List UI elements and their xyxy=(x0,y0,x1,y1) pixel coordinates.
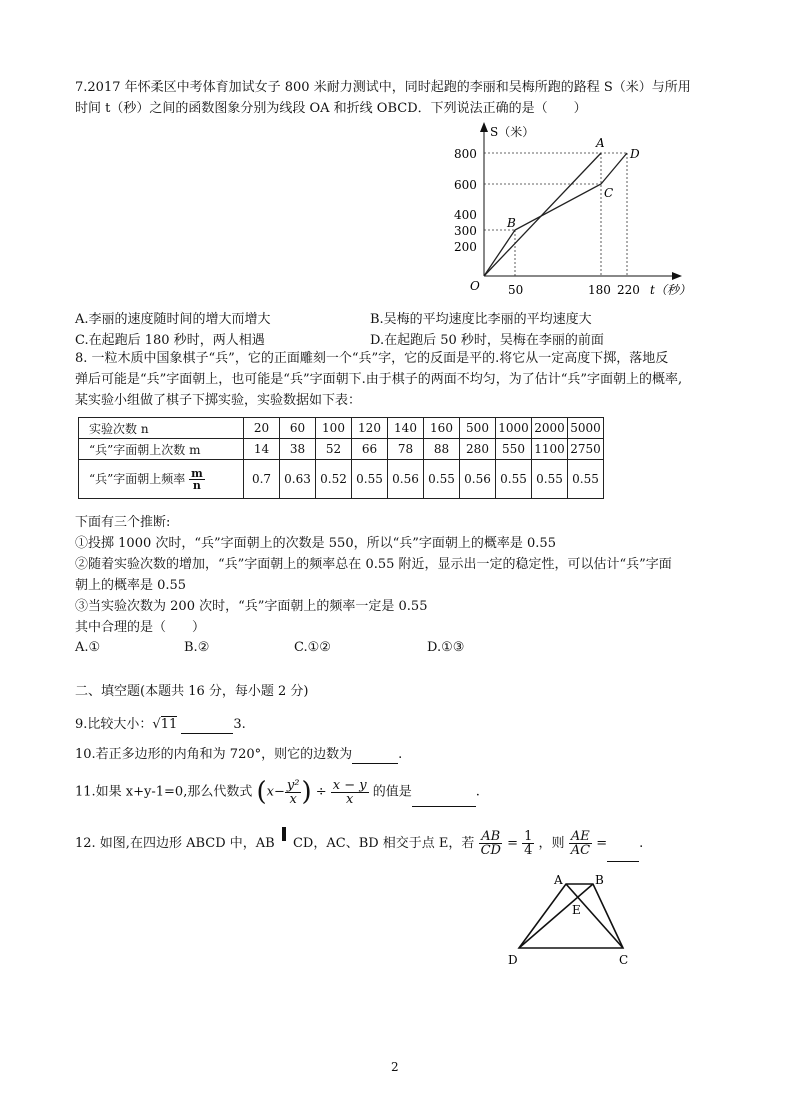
point-label-A: A xyxy=(596,136,605,150)
vertex-label-D: D xyxy=(508,953,518,967)
fraction-y2-over-x: $\frac{\text{y²}}{x}$ xyxy=(286,777,300,807)
q7-distance-time-graph xyxy=(440,118,700,306)
sqrt-symbol: √ xyxy=(152,717,161,732)
q11: 11.如果 x+y-1=0,那么代数式 (x− $\frac{\text{y²}}{x}$ ) ÷ $\frac{x - y}{x}$ 的值是 . xyxy=(75,777,480,807)
q8-option-d: D.①③ xyxy=(427,640,465,655)
q8-intro: 下面有三个推断: xyxy=(75,515,171,530)
vertex-label-B: B xyxy=(595,873,604,887)
row-label: “兵”字面朝上次数 m xyxy=(79,439,244,460)
vertex-label-A: A xyxy=(554,873,563,887)
q12-quadrilateral-figure xyxy=(500,868,640,968)
q8-option-b: B.② xyxy=(184,640,210,655)
experiment-table xyxy=(78,417,604,499)
y-tick: 800 xyxy=(454,147,477,161)
segment-OA xyxy=(484,153,601,276)
q10-answer-blank[interactable] xyxy=(352,751,398,764)
x-tick: 180 xyxy=(588,283,611,297)
q8-statement-3: ③当实验次数为 200 次时，“兵”字面朝上的频率一定是 0.55 xyxy=(75,599,428,614)
y-tick: 200 xyxy=(454,240,477,254)
q8-statement-2: ②随着实验次数的增加，“兵”字面朝上的频率总在 0.55 附近，显示出一定的稳定性，可以估计“兵”字面 xyxy=(75,557,672,572)
origin-label: O xyxy=(470,279,480,293)
vertex-label-C: C xyxy=(619,953,629,967)
y-tick: 300 xyxy=(454,224,477,238)
section-heading: 二、填空题(本题共 16 分，每小题 2 分) xyxy=(75,684,309,699)
fraction-one-quarter: $\frac{1}{4}$ xyxy=(524,829,533,858)
q7-option-b: B.吴梅的平均速度比李丽的平均速度大 xyxy=(370,312,592,327)
table-row: “兵”字面朝上频率 $\frac{m}{n}$ 0.7 0.63 0.52 0.55 0.56 0.55 0.56 0.55 0.55 0.55 xyxy=(79,460,604,499)
q7-option-a: A.李丽的速度随时间的增大而增大 xyxy=(75,312,271,327)
q8-option-a: A.① xyxy=(75,640,101,655)
x-axis-label: t（秒） xyxy=(650,283,691,297)
q8-option-c: C.①② xyxy=(294,640,331,655)
q7-stem-line2: 时间 t（秒）之间的函数图象分别为线段 OA 和折线 OBCD．下列说法正确的是（ ） xyxy=(75,101,587,116)
q8-stem-line3: 某实验小组做了棋子下掷实验，实验数据如下表： xyxy=(75,393,362,408)
x-tick: 50 xyxy=(508,283,524,297)
q12: 12. 如图,在四边形 ABCD 中，AB CD，AC、BD 相交于点 E，若 $\frac{AB}{CD}$ = $\frac{1}{4}$ ，则 $\frac{AE}{AC}$ = . xyxy=(75,826,643,862)
m-over-n-fraction: $\frac{m}{n}$ xyxy=(191,466,203,492)
row-label: “兵”字面朝上频率 $\frac{m}{n}$ xyxy=(79,460,244,499)
q7-stem-line1: 7.2017 年怀柔区中考体育加试女子 800 米耐力测试中，同时起跑的李丽和吴梅所跑的路程 S（米）与所用 xyxy=(75,80,691,95)
fraction-x-minus-y-over-x: $\frac{x - y}{x}$ xyxy=(332,777,367,807)
vertex-label-E: E xyxy=(572,903,581,917)
q8-statement-2-cont: 朝上的概率是 0.55 xyxy=(75,578,187,593)
point-label-B: B xyxy=(507,216,516,230)
fraction-ae-over-ac: $\frac{AE}{AC}$ xyxy=(570,829,591,858)
parallel-symbol xyxy=(282,827,286,841)
point-label-C: C xyxy=(604,186,614,200)
row-label: 实验次数 n xyxy=(79,418,244,439)
q8-statement-1: ①投掷 1000 次时，“兵”字面朝上的次数是 550，所以“兵”字面朝上的概率是 0.55 xyxy=(75,536,556,551)
point-label-D: D xyxy=(630,147,640,161)
y-tick: 600 xyxy=(454,178,477,192)
table-row: “兵”字面朝上次数 m 14 38 52 66 78 88 280 550 1100 2750 xyxy=(79,439,604,460)
q8-stem-line2: 弹后可能是“兵”字面朝上，也可能是“兵”字面朝下.由于棋子的两面不均匀，为了估计“兵”字面朝上的概率, xyxy=(75,372,683,387)
polyline-OBCD xyxy=(484,153,627,276)
q9: 9.比较大小：√11 3. xyxy=(75,717,246,732)
page-number: 2 xyxy=(391,1060,399,1074)
x-tick: 220 xyxy=(617,283,640,297)
fraction-ab-over-cd: $\frac{AB}{CD}$ xyxy=(480,829,501,858)
q8-stem-line1: 8. 一粒木质中国象棋子“兵”，它的正面雕刻一个“兵”字，它的反面是平的.将它从一定高度下掷，落地反 xyxy=(75,351,669,366)
q8-question: 其中合理的是（ ） xyxy=(75,620,206,635)
q7-option-c: C.在起跑后 180 秒时，两人相遇 xyxy=(75,333,265,348)
q7-option-d: D.在起跑后 50 秒时，吴梅在李丽的前面 xyxy=(370,333,604,348)
q9-answer-blank[interactable] xyxy=(181,721,233,734)
table-row: 实验次数 n 20 60 100 120 140 160 500 1000 2000 5000 xyxy=(79,418,604,439)
y-tick: 400 xyxy=(454,208,477,222)
q10: 10.若正多边形的内角和为 720°，则它的边数为 . xyxy=(75,747,403,762)
q11-answer-blank[interactable] xyxy=(412,794,476,807)
q12-answer-blank[interactable] xyxy=(607,849,639,862)
y-axis-label: S（米） xyxy=(490,125,535,139)
